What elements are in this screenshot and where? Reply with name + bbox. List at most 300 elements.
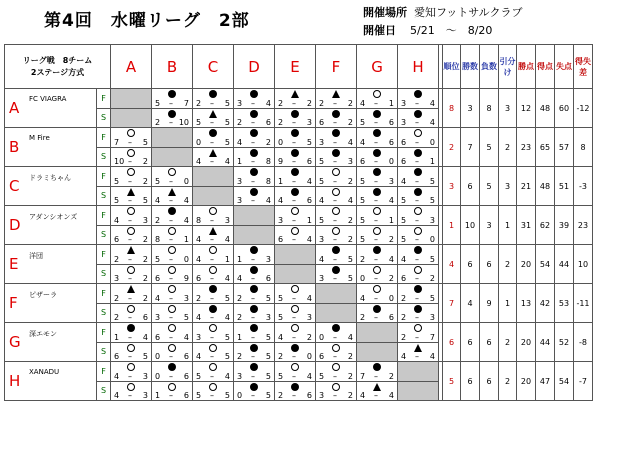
stat-rank: 8 xyxy=(443,89,461,128)
score-dash: – xyxy=(210,352,214,361)
result xyxy=(152,89,192,108)
result-cell xyxy=(111,245,152,265)
draw-triangle-icon xyxy=(373,383,381,391)
result xyxy=(234,362,274,381)
result-cell xyxy=(193,381,234,401)
result-cell xyxy=(111,186,152,206)
score-dash: – xyxy=(333,98,337,108)
stage-label: F xyxy=(97,89,111,109)
loss-dot-icon xyxy=(291,110,299,118)
result-cell xyxy=(193,108,234,128)
result xyxy=(275,323,315,342)
stage-label: S xyxy=(97,108,111,128)
loss-dot-icon xyxy=(209,129,217,137)
result-cell xyxy=(398,303,439,323)
score-dash: – xyxy=(333,391,337,400)
team-name: 深エモン xyxy=(29,330,57,338)
loss-dot-icon xyxy=(250,285,258,293)
team-cell xyxy=(5,245,97,284)
score-dash: – xyxy=(210,98,214,108)
result-cell xyxy=(357,128,398,148)
result-cell xyxy=(152,225,193,245)
win-circle-icon xyxy=(127,149,135,157)
score-dash: – xyxy=(210,274,214,283)
score-own: 2 xyxy=(114,254,120,264)
loss-dot-icon xyxy=(168,207,176,215)
score-opponent: 3 xyxy=(142,371,148,381)
stat-goals-against: 44 xyxy=(555,245,574,284)
loss-dot-icon xyxy=(332,149,340,157)
score-opponent: 2 xyxy=(142,293,148,303)
stage-label: F xyxy=(97,167,111,187)
result-cell xyxy=(357,303,398,323)
date-value: 5/21 ～ 8/20 xyxy=(410,24,493,37)
result-cell xyxy=(357,186,398,206)
stat-wins: 10 xyxy=(461,206,480,245)
self-match-cell xyxy=(234,225,275,245)
score-own: 2 xyxy=(401,313,407,322)
result xyxy=(111,187,151,206)
loss-dot-icon xyxy=(250,305,258,313)
stat-draws: 2 xyxy=(499,323,517,362)
draw-triangle-icon xyxy=(209,227,217,235)
score-opponent: 2 xyxy=(347,371,353,381)
score-opponent: 4 xyxy=(306,293,312,303)
score-dash: – xyxy=(128,196,132,205)
score-own: 4 xyxy=(114,215,120,225)
team-name: 洋団 xyxy=(29,252,43,260)
win-circle-icon xyxy=(373,227,381,235)
score-dash: – xyxy=(292,352,296,361)
score-dash: – xyxy=(169,313,173,322)
score-own: 6 xyxy=(155,274,161,283)
win-circle-icon xyxy=(291,207,299,215)
team-cell xyxy=(5,284,97,323)
result-cell xyxy=(234,89,275,109)
score-own: 3 xyxy=(114,274,120,283)
result xyxy=(316,206,356,225)
result-cell xyxy=(275,89,316,109)
team-letter: E xyxy=(9,255,19,273)
team-name: ドラミちゃん xyxy=(29,174,71,182)
result-cell xyxy=(111,128,152,148)
result xyxy=(111,245,151,264)
result xyxy=(316,226,356,245)
score-opponent: 4 xyxy=(224,157,230,166)
result-cell xyxy=(398,264,439,284)
team-letter: A xyxy=(9,99,20,117)
loss-dot-icon xyxy=(414,246,422,254)
self-match-cell xyxy=(193,186,234,206)
result-cell xyxy=(316,147,357,167)
result-cell xyxy=(234,186,275,206)
score-own: 1 xyxy=(278,176,284,186)
score-opponent: 4 xyxy=(388,254,394,264)
stat-rank: 5 xyxy=(443,362,461,401)
result-cell xyxy=(152,245,193,265)
result xyxy=(193,128,233,147)
score-own: 2 xyxy=(278,98,284,108)
score-own: 0 xyxy=(319,332,325,342)
loss-dot-icon xyxy=(373,363,381,371)
score-dash: – xyxy=(333,176,337,186)
stat-losses: 5 xyxy=(480,128,499,167)
score-opponent: 5 xyxy=(142,196,148,205)
col-head-g: G xyxy=(357,45,398,89)
score-opponent: 3 xyxy=(306,118,312,127)
loss-dot-icon xyxy=(332,324,340,332)
result-cell xyxy=(234,108,275,128)
stage-label: F xyxy=(97,362,111,382)
stat-wins: 6 xyxy=(461,245,480,284)
result xyxy=(316,167,356,186)
result xyxy=(275,128,315,147)
score-own: 4 xyxy=(360,98,366,108)
result xyxy=(193,362,233,381)
result xyxy=(316,109,356,128)
result xyxy=(357,382,397,401)
score-dash: – xyxy=(333,254,337,264)
result xyxy=(316,362,356,381)
score-dash: – xyxy=(210,293,214,303)
result-cell xyxy=(316,206,357,226)
result xyxy=(398,323,438,342)
stat-wins: 3 xyxy=(461,89,480,128)
team-row xyxy=(5,128,593,148)
score-opponent: 5 xyxy=(224,332,230,342)
result-cell xyxy=(398,225,439,245)
win-circle-icon xyxy=(209,344,217,352)
score-dash: – xyxy=(169,196,173,205)
win-circle-icon xyxy=(127,266,135,274)
team-cell xyxy=(5,89,97,128)
score-dash: – xyxy=(169,215,173,225)
score-opponent: 5 xyxy=(142,352,148,361)
result-cell xyxy=(193,147,234,167)
loss-dot-icon xyxy=(250,324,258,332)
result-cell xyxy=(234,128,275,148)
loss-dot-icon xyxy=(250,188,258,196)
result-cell xyxy=(357,147,398,167)
score-dash: – xyxy=(333,274,337,283)
score-opponent: 1 xyxy=(183,235,189,244)
loss-dot-icon xyxy=(209,285,217,293)
score-own: 6 xyxy=(114,352,120,361)
result-cell xyxy=(275,186,316,206)
stat-wins: 7 xyxy=(461,128,480,167)
stat-draws: 2 xyxy=(499,128,517,167)
score-dash: – xyxy=(333,196,337,205)
score-dash: – xyxy=(415,118,419,127)
win-circle-icon xyxy=(127,227,135,235)
score-opponent: 4 xyxy=(347,332,353,342)
score-opponent: 7 xyxy=(183,98,189,108)
score-opponent: 2 xyxy=(388,235,394,244)
win-circle-icon xyxy=(209,246,217,254)
score-own: 5 xyxy=(401,215,407,225)
result-cell xyxy=(234,303,275,323)
stat-head-goal-diff: 得失差 xyxy=(574,45,593,89)
score-opponent: 2 xyxy=(142,176,148,186)
self-match-cell xyxy=(357,323,398,343)
score-own: 3 xyxy=(401,98,407,108)
result xyxy=(152,343,192,362)
result xyxy=(152,167,192,186)
draw-triangle-icon xyxy=(127,285,135,293)
score-opponent: 3 xyxy=(265,313,271,322)
score-dash: – xyxy=(251,176,255,186)
score-opponent: 5 xyxy=(224,137,230,147)
team-row xyxy=(5,362,593,382)
stat-draws: 3 xyxy=(499,89,517,128)
team-name: ピザーラ xyxy=(29,291,57,299)
self-match-cell xyxy=(111,89,152,109)
score-opponent: 5 xyxy=(429,196,435,205)
loss-dot-icon xyxy=(291,149,299,157)
score-opponent: 1 xyxy=(388,215,394,225)
team-name: アダンシオンズ xyxy=(29,213,78,221)
score-opponent: 5 xyxy=(183,313,189,322)
result-cell xyxy=(316,108,357,128)
stat-goal-diff: -11 xyxy=(574,284,593,323)
col-head-h: H xyxy=(398,45,439,89)
score-opponent: 5 xyxy=(265,371,271,381)
score-opponent: 3 xyxy=(429,313,435,322)
result-cell xyxy=(234,167,275,187)
result-cell xyxy=(275,128,316,148)
score-dash: – xyxy=(128,254,132,264)
score-dash: – xyxy=(333,118,337,127)
stat-head-draws: 引分け xyxy=(499,45,517,89)
result-cell xyxy=(193,128,234,148)
stat-wins: 6 xyxy=(461,362,480,401)
score-opponent: 0 xyxy=(388,157,394,166)
result xyxy=(357,148,397,167)
score-dash: – xyxy=(292,293,296,303)
score-dash: – xyxy=(333,215,337,225)
win-circle-icon xyxy=(127,129,135,137)
loss-dot-icon xyxy=(250,266,258,274)
draw-triangle-icon xyxy=(209,110,217,118)
score-opponent: 6 xyxy=(306,391,312,400)
score-own: 5 xyxy=(114,196,120,205)
result-cell xyxy=(234,284,275,304)
col-head-c: C xyxy=(193,45,234,89)
score-own: 2 xyxy=(196,293,202,303)
score-own: 5 xyxy=(360,118,366,127)
result xyxy=(234,89,274,108)
score-own: 4 xyxy=(319,254,325,264)
score-opponent: 4 xyxy=(429,352,435,361)
result xyxy=(152,265,192,284)
win-circle-icon xyxy=(209,324,217,332)
win-circle-icon xyxy=(168,383,176,391)
score-own: 5 xyxy=(319,371,325,381)
score-own: 1 xyxy=(114,332,120,342)
score-opponent: 4 xyxy=(347,137,353,147)
score-own: 4 xyxy=(278,196,284,205)
score-opponent: 4 xyxy=(224,235,230,244)
loss-dot-icon xyxy=(332,246,340,254)
stat-goals-for: 48 xyxy=(536,167,555,206)
loss-dot-icon xyxy=(250,246,258,254)
score-opponent: 4 xyxy=(183,332,189,342)
win-circle-icon xyxy=(168,227,176,235)
result xyxy=(234,265,274,284)
result xyxy=(357,284,397,303)
score-own: 1 xyxy=(237,332,243,342)
result xyxy=(398,109,438,128)
result xyxy=(111,226,151,245)
stat-points: 13 xyxy=(517,284,536,323)
result xyxy=(316,382,356,401)
score-dash: – xyxy=(374,215,378,225)
score-opponent: 2 xyxy=(388,274,394,283)
self-match-cell xyxy=(275,264,316,284)
team-letter: G xyxy=(9,333,21,351)
score-dash: – xyxy=(128,293,132,303)
win-circle-icon xyxy=(291,285,299,293)
team-letter: F xyxy=(9,294,18,312)
result xyxy=(193,148,233,167)
result-cell xyxy=(398,147,439,167)
result xyxy=(193,89,233,108)
loss-dot-icon xyxy=(209,305,217,313)
score-opponent: 0 xyxy=(183,176,189,186)
score-dash: – xyxy=(128,332,132,342)
score-own: 3 xyxy=(237,98,243,108)
score-dash: – xyxy=(251,313,255,322)
loss-dot-icon xyxy=(168,90,176,98)
score-opponent: 1 xyxy=(306,215,312,225)
result-cell xyxy=(357,264,398,284)
loss-dot-icon xyxy=(332,266,340,274)
score-own: 2 xyxy=(237,352,243,361)
result-cell xyxy=(316,245,357,265)
score-opponent: 5 xyxy=(347,274,353,283)
score-own: 1 xyxy=(237,157,243,166)
score-dash: – xyxy=(128,391,132,400)
score-opponent: 2 xyxy=(142,254,148,264)
score-own: 3 xyxy=(319,235,325,244)
score-dash: – xyxy=(210,235,214,244)
result-cell xyxy=(398,108,439,128)
score-opponent: 2 xyxy=(265,137,271,147)
result-cell xyxy=(398,245,439,265)
score-own: 6 xyxy=(319,118,325,127)
result-cell xyxy=(193,303,234,323)
win-circle-icon xyxy=(414,207,422,215)
score-opponent: 7 xyxy=(429,332,435,342)
score-opponent: 4 xyxy=(224,274,230,283)
self-match-cell xyxy=(152,147,193,167)
result xyxy=(398,304,438,323)
score-opponent: 5 xyxy=(224,293,230,303)
score-own: 5 xyxy=(319,176,325,186)
loss-dot-icon xyxy=(414,90,422,98)
result-cell xyxy=(193,206,234,226)
result-cell xyxy=(275,362,316,382)
score-opponent: 4 xyxy=(347,196,353,205)
result-cell xyxy=(398,128,439,148)
result xyxy=(193,343,233,362)
score-opponent: 2 xyxy=(347,391,353,400)
score-dash: – xyxy=(374,176,378,186)
stage-label: S xyxy=(97,381,111,401)
score-own: 0 xyxy=(237,391,243,400)
score-opponent: 2 xyxy=(347,235,353,244)
score-opponent: 5 xyxy=(265,391,271,400)
stat-goal-diff: 23 xyxy=(574,206,593,245)
team-cell xyxy=(5,206,97,245)
score-dash: – xyxy=(415,215,419,225)
score-opponent: 6 xyxy=(388,118,394,127)
win-circle-icon xyxy=(168,168,176,176)
score-opponent: 6 xyxy=(142,313,148,322)
result xyxy=(152,323,192,342)
result xyxy=(152,187,192,206)
stage-label: F xyxy=(97,245,111,265)
stat-rank: 3 xyxy=(443,167,461,206)
score-own: 5 xyxy=(360,215,366,225)
score-own: 6 xyxy=(278,235,284,244)
stat-goal-diff: -8 xyxy=(574,323,593,362)
score-own: 4 xyxy=(401,176,407,186)
score-opponent: 5 xyxy=(265,332,271,342)
team-name: M Fire xyxy=(29,134,50,142)
score-own: 2 xyxy=(114,293,120,303)
score-opponent: 2 xyxy=(306,332,312,342)
score-dash: – xyxy=(415,313,419,322)
result-cell xyxy=(316,128,357,148)
draw-triangle-icon xyxy=(127,188,135,196)
score-opponent: 3 xyxy=(224,215,230,225)
result xyxy=(234,382,274,401)
score-own: 4 xyxy=(196,313,202,322)
result-cell xyxy=(152,381,193,401)
score-dash: – xyxy=(169,293,173,303)
score-dash: – xyxy=(128,137,132,147)
score-own: 2 xyxy=(278,391,284,400)
result xyxy=(316,128,356,147)
stage-label: F xyxy=(97,284,111,304)
score-own: 6 xyxy=(360,157,366,166)
score-own: 4 xyxy=(237,137,243,147)
score-own: 4 xyxy=(401,254,407,264)
score-dash: – xyxy=(169,176,173,186)
venue-value: 愛知フットサルクラブ xyxy=(414,6,523,19)
score-opponent: 6 xyxy=(183,391,189,400)
result-cell xyxy=(234,147,275,167)
result-cell xyxy=(357,206,398,226)
score-opponent: 6 xyxy=(388,137,394,147)
score-own: 3 xyxy=(237,196,243,205)
win-circle-icon xyxy=(127,383,135,391)
stat-goals-for: 42 xyxy=(536,284,555,323)
result-cell xyxy=(316,186,357,206)
score-opponent: 4 xyxy=(265,98,271,108)
score-dash: – xyxy=(292,196,296,205)
win-circle-icon xyxy=(168,324,176,332)
loss-dot-icon xyxy=(291,383,299,391)
loss-dot-icon xyxy=(414,188,422,196)
col-head-e: E xyxy=(275,45,316,89)
result-cell xyxy=(316,89,357,109)
score-own: 5 xyxy=(155,98,161,108)
stat-rank: 2 xyxy=(443,128,461,167)
stat-goals-against: 54 xyxy=(555,362,574,401)
stat-draws: 1 xyxy=(499,206,517,245)
